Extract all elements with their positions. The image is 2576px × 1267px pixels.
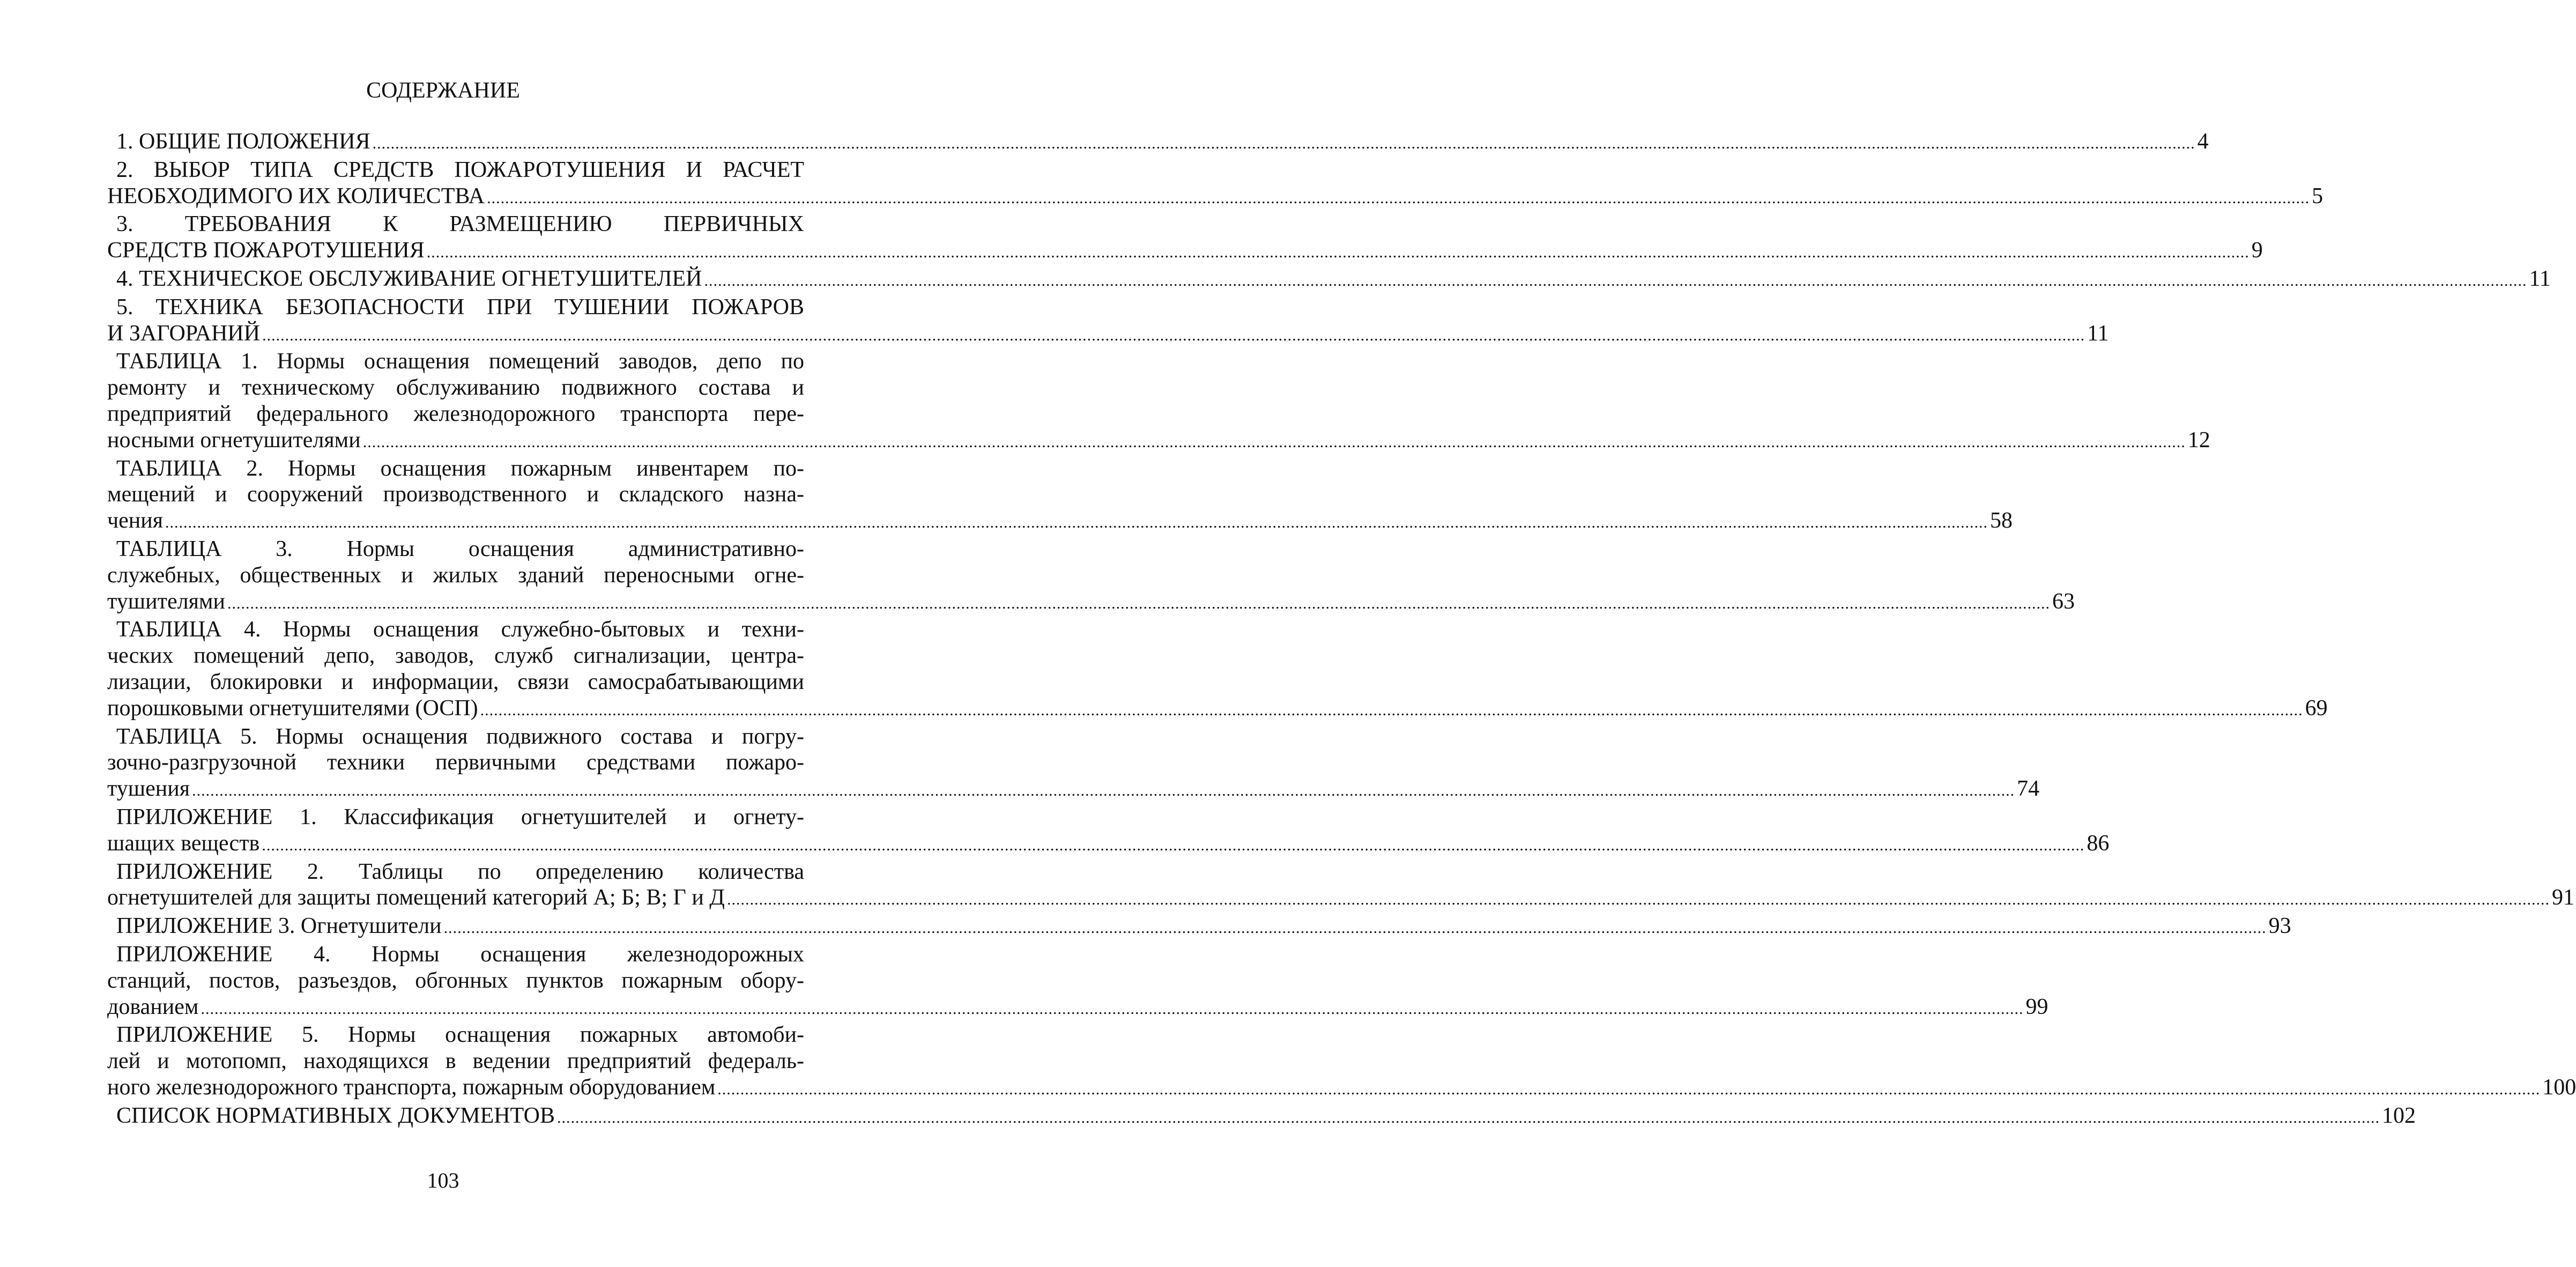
toc-entry[interactable] (107, 456, 2013, 536)
dot-leader: ................................................................................................................................................................................................................................................................................................................................................................................................................ (443, 919, 2267, 937)
toc-entry[interactable] (107, 804, 2110, 859)
toc-entry-line: ного железнодорожного транспорта, пожарным оборудованием (107, 1075, 716, 1100)
toc-entry-line: ТАБЛИЦА 5. Нормы оснащения подвижного состава и погру- (116, 724, 804, 749)
toc-entry-last-line (107, 427, 2210, 456)
toc-entry-last-line (107, 129, 2209, 157)
toc-page-number: 86 (2087, 831, 2110, 856)
toc-entry-line: лизации, блокировки и информации, связи самосрабатывающими (107, 669, 804, 694)
toc-entry-line: ТАБЛИЦА 1. Нормы оснащения помещений заводов, депо по (116, 349, 804, 374)
toc-entry-line: ТАБЛИЦА 2. Нормы оснащения пожарным инвентарем по- (116, 456, 804, 481)
dot-leader: ................................................................................................................................................................................................................................................................................................................................................................................................................ (426, 243, 2250, 262)
toc-page-number: 100 (2542, 1075, 2576, 1100)
toc-page-number: 58 (1990, 508, 2013, 534)
toc-entry[interactable] (107, 913, 2291, 942)
toc-entry-last-line (107, 266, 2551, 294)
toc-entry[interactable] (107, 1103, 2416, 1131)
dot-leader: ................................................................................................................................................................................................................................................................................................................................................................................................................ (165, 514, 1988, 532)
page-number: 103 (427, 1168, 459, 1192)
toc-entry-line: носными огнетушителями (107, 427, 361, 453)
toc-entry-last-line (107, 183, 2323, 212)
toc-entry[interactable] (107, 266, 2551, 294)
dot-leader: ................................................................................................................................................................................................................................................................................................................................................................................................................ (487, 189, 2310, 207)
toc-entry-line: 1. ОБЩИЕ ПОЛОЖЕНИЯ (116, 129, 370, 154)
toc-entry[interactable] (107, 859, 2574, 914)
toc-entry-last-line (107, 776, 2040, 804)
dot-leader: ................................................................................................................................................................................................................................................................................................................................................................................................................ (362, 433, 2186, 451)
toc-entry-line: 4. ТЕХНИЧЕСКОЕ ОБСЛУЖИВАНИЕ ОГНЕТУШИТЕЛЕЙ (116, 266, 702, 291)
toc-entry[interactable] (107, 294, 2109, 349)
dot-leader: ................................................................................................................................................................................................................................................................................................................................................................................................................ (201, 999, 2024, 1018)
toc-entry-last-line (107, 885, 2574, 913)
toc-entry-line: шащих веществ (107, 831, 260, 856)
toc-page-number: 93 (2268, 914, 2291, 939)
toc-entry-line: ПРИЛОЖЕНИЕ 2. Таблицы по определению количества (116, 859, 804, 884)
toc-entry[interactable] (107, 617, 2328, 723)
dot-leader: ................................................................................................................................................................................................................................................................................................................................................................................................................ (262, 836, 2085, 854)
dot-leader: ................................................................................................................................................................................................................................................................................................................................................................................................................ (227, 594, 2050, 612)
toc-page-number: 4 (2197, 129, 2209, 154)
toc-entry-last-line (107, 508, 2013, 536)
toc-entry-line: 2. ВЫБОР ТИПА СРЕДСТВ ПОЖАРОТУШЕНИЯ И РАСЧЕТ (116, 157, 804, 182)
toc-entry-line: ремонту и техническому обслуживанию подвижного состава и (107, 375, 804, 401)
toc-entry-line: порошковыми огнетушителями (ОСП) (107, 695, 478, 721)
toc-entry-line: зочно-разгрузочной техники первичными средствами пожаро- (107, 750, 804, 775)
toc-entry[interactable] (107, 942, 2048, 1022)
toc-entry-line: ПРИЛОЖЕНИЕ 3. Огнетушители (116, 914, 442, 939)
toc-entry-line: мещений и сооружений производственного и складского назна- (107, 482, 804, 507)
toc-entry-line: огнетушителей для защиты помещений категорий А; Б; В; Г и Д (107, 885, 725, 910)
dot-leader: ................................................................................................................................................................................................................................................................................................................................................................................................................ (372, 135, 2195, 152)
toc-page-number: 11 (2529, 266, 2551, 291)
dot-leader: ................................................................................................................................................................................................................................................................................................................................................................................................................ (557, 1108, 2380, 1127)
toc-entry-last-line (107, 1103, 2416, 1131)
toc-entry-last-line (107, 238, 2263, 266)
toc-entry-last-line (107, 1075, 2576, 1103)
toc-entry[interactable] (107, 349, 2210, 455)
toc-page-number: 74 (2017, 776, 2040, 802)
toc-entry-line: 3. ТРЕБОВАНИЯ К РАЗМЕЩЕНИЮ ПЕРВИЧНЫХ (116, 212, 804, 237)
toc-page-number: 69 (2305, 695, 2328, 721)
toc-entry-line: предприятий федерального железнодорожного транспорта пере- (107, 401, 804, 426)
toc-entry-line: лей и мотопомп, находящихся в ведении предприятий федераль- (107, 1049, 804, 1074)
toc-entry[interactable] (107, 724, 2040, 804)
toc-page-number: 9 (2251, 238, 2263, 263)
toc-page-number: 91 (2551, 885, 2574, 910)
toc-entry-line: 5. ТЕХНИКА БЕЗОПАСНОСТИ ПРИ ТУШЕНИИ ПОЖАРОВ (116, 294, 804, 320)
page-title: СОДЕРЖАНИЕ (366, 78, 520, 103)
toc-entry-line: чения (107, 508, 164, 534)
dot-leader: ................................................................................................................................................................................................................................................................................................................................................................................................................ (262, 326, 2085, 344)
toc-entry-last-line (107, 913, 2291, 942)
dot-leader: ................................................................................................................................................................................................................................................................................................................................................................................................................ (192, 782, 2015, 800)
toc-entry-last-line (107, 831, 2110, 859)
toc-entry-line: тушения (107, 776, 190, 802)
toc-entry-line: станций, постов, разъездов, обгонных пунктов пожарным обору- (107, 968, 804, 993)
toc-page-number: 11 (2087, 321, 2109, 346)
toc-entry-line: ТАБЛИЦА 4. Нормы оснащения служебно-бытовых и техни- (116, 617, 804, 642)
table-of-contents (107, 129, 2576, 1131)
toc-entry-last-line (107, 589, 2075, 617)
toc-entry-last-line (107, 994, 2048, 1023)
toc-entry-line: И ЗАГОРАНИЙ (107, 321, 261, 346)
toc-entry-line: ПРИЛОЖЕНИЕ 1. Классификация огнетушителей и огнету- (116, 804, 804, 829)
toc-entry-line: НЕОБХОДИМОГО ИХ КОЛИЧЕСТВА (107, 183, 485, 209)
toc-page-number: 5 (2312, 183, 2323, 209)
toc-entry[interactable] (107, 211, 2263, 266)
dot-leader: ................................................................................................................................................................................................................................................................................................................................................................................................................ (480, 701, 2303, 719)
toc-entry-line: дованием (107, 994, 199, 1019)
toc-page-number: 99 (2025, 994, 2048, 1019)
toc-entry-line: ТАБЛИЦА 3. Нормы оснащения административно- (116, 536, 804, 561)
dot-leader: ................................................................................................................................................................................................................................................................................................................................................................................................................ (717, 1080, 2541, 1098)
toc-entry[interactable] (107, 129, 2209, 157)
toc-entry-last-line (107, 321, 2109, 349)
toc-entry-line: СРЕДСТВ ПОЖАРОТУШЕНИЯ (107, 238, 425, 263)
toc-entry[interactable] (107, 157, 2323, 212)
toc-entry-last-line (107, 695, 2328, 724)
toc-entry-line: ПРИЛОЖЕНИЕ 4. Нормы оснащения железнодорожных (116, 942, 804, 967)
toc-page-number: 63 (2052, 589, 2075, 614)
toc-entry-line: ПРИЛОЖЕНИЕ 5. Нормы оснащения пожарных автомоби- (116, 1023, 804, 1048)
toc-entry-line: служебных, общественных и жилых зданий переносными огне- (107, 562, 804, 588)
dot-leader: ................................................................................................................................................................................................................................................................................................................................................................................................................ (726, 891, 2550, 909)
dot-leader: ................................................................................................................................................................................................................................................................................................................................................................................................................ (704, 271, 2527, 290)
toc-page-number: 12 (2187, 427, 2210, 453)
toc-entry-line: ческих помещений депо, заводов, служб сигнализации, центра- (107, 643, 804, 669)
toc-page-number: 102 (2382, 1103, 2416, 1128)
toc-entry[interactable] (107, 536, 2075, 617)
toc-entry-line: тушителями (107, 589, 225, 614)
toc-entry[interactable] (107, 1022, 2576, 1102)
toc-entry-line: СПИСОК НОРМАТИВНЫХ ДОКУМЕНТОВ (116, 1103, 555, 1128)
